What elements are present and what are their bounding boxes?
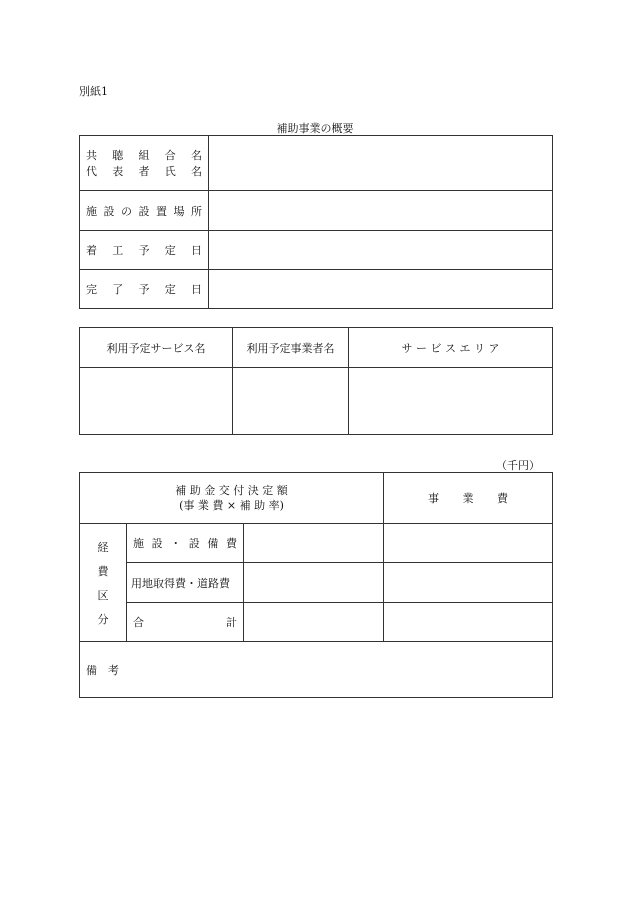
annex-label: 別紙1 — [79, 85, 108, 98]
total-label — [127, 614, 243, 630]
label-char: 代 — [86, 165, 97, 178]
subsidy-header-line1: 補 助 金 交 付 決 定 額 — [175, 484, 288, 497]
representative-name-label — [86, 163, 202, 179]
label-char: 表 — [112, 165, 124, 178]
label-char: 着 — [86, 244, 97, 257]
label-char: 予 — [138, 244, 150, 257]
label-char: の — [121, 204, 132, 218]
service-name-value[interactable] — [80, 368, 233, 435]
start-date-label — [80, 242, 208, 258]
label-char: 場 — [173, 204, 185, 218]
label-char: 所 — [191, 204, 202, 218]
subsidy-amount-header — [80, 473, 384, 524]
label-char: 施 — [133, 537, 144, 550]
service-area-value[interactable] — [349, 368, 553, 435]
label-char: 合 — [164, 149, 176, 162]
project-cost-header — [384, 473, 553, 524]
provider-name-value[interactable] — [233, 368, 349, 435]
union-name-label — [86, 147, 202, 163]
subsidy-header-line2: (事 業 費 × 補 助 率) — [179, 499, 284, 512]
label-char: 費 — [497, 492, 508, 505]
service-area-header: サ ー ビ ス エ リ ア — [349, 328, 553, 368]
budget-table — [79, 472, 553, 698]
label-char: 者 — [138, 165, 150, 178]
land-road-subsidy-value[interactable] — [244, 563, 384, 603]
facility-cost-label — [127, 535, 243, 551]
project-cost-label — [384, 490, 552, 506]
label-char: ・ — [170, 537, 182, 550]
label-char: 設 — [151, 537, 163, 550]
unit-label: （千円） — [496, 459, 540, 472]
label-char: 名 — [191, 149, 202, 162]
total-label-cell — [127, 603, 244, 642]
label-char: 費 — [97, 564, 109, 578]
site-label-cell — [80, 191, 209, 231]
label-char: 共 — [86, 149, 97, 162]
land-road-cost-value[interactable] — [384, 563, 553, 603]
category-label — [80, 539, 126, 627]
label-char: 聴 — [112, 149, 124, 162]
label-char: 区 — [97, 588, 109, 602]
page-title: 補助事業の概要 — [276, 122, 354, 135]
label-char: 了 — [112, 283, 124, 296]
label-char: 分 — [97, 612, 109, 626]
start-date-value-cell[interactable] — [209, 231, 553, 270]
label-char: 設 — [138, 204, 150, 218]
label-char: 完 — [86, 283, 97, 296]
facility-subsidy-value[interactable] — [244, 524, 384, 563]
end-date-value-cell[interactable] — [209, 270, 553, 309]
label-char: 日 — [191, 283, 202, 296]
label-char: 費 — [225, 537, 237, 550]
service-name-header: 利用予定サービス名 — [80, 328, 233, 368]
label-char: 置 — [156, 204, 167, 218]
facility-cost-value[interactable] — [384, 524, 553, 563]
remarks-cell[interactable] — [80, 642, 553, 698]
representative-value-cell[interactable] — [209, 136, 553, 191]
label-char: 予 — [138, 283, 150, 296]
label-char: 定 — [164, 244, 176, 257]
overview-table — [79, 135, 553, 309]
label-char: 氏 — [164, 165, 176, 178]
facility-cost-label-cell — [127, 524, 244, 563]
end-date-label-cell — [80, 270, 209, 309]
site-label — [80, 203, 208, 219]
end-date-label — [80, 281, 208, 297]
label-char: 事 — [428, 492, 439, 505]
label-char: 設 — [103, 204, 115, 218]
service-table — [79, 327, 553, 435]
site-value-cell[interactable] — [209, 191, 553, 231]
label-char: 経 — [97, 540, 109, 554]
label-char: 備 — [207, 537, 219, 550]
label-char: 合 — [133, 616, 144, 629]
label-char: 定 — [164, 283, 176, 296]
representative-label-cell — [80, 136, 209, 191]
label-char: 名 — [191, 165, 202, 178]
label-char: 設 — [188, 537, 200, 550]
category-label-cell — [80, 524, 127, 642]
label-char: 工 — [112, 244, 124, 257]
provider-name-header: 利用予定事業者名 — [233, 328, 349, 368]
total-subsidy-value[interactable] — [244, 603, 384, 642]
label-char: 業 — [462, 492, 474, 505]
land-road-cost-label: 用地取得費・道路費 — [131, 576, 230, 590]
remarks-label: 備 考 — [86, 663, 119, 677]
total-cost-value[interactable] — [384, 603, 553, 642]
start-date-label-cell — [80, 231, 209, 270]
label-char: 日 — [191, 244, 202, 257]
label-char: 施 — [86, 204, 97, 218]
label-char: 計 — [226, 616, 237, 629]
land-road-cost-label-cell — [127, 563, 244, 603]
label-char: 組 — [138, 149, 150, 162]
